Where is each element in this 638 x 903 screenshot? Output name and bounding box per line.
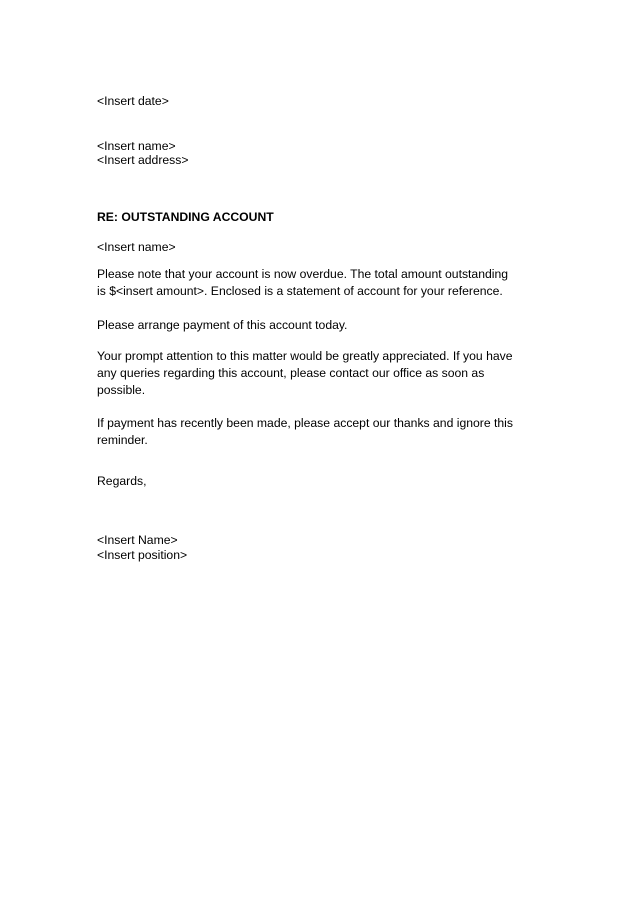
paragraph-1-line-1: Please note that your account is now overdue. The total amount outstanding	[97, 267, 509, 281]
paragraph-4-line-2: reminder.	[97, 433, 148, 447]
paragraph-3-line-3: possible.	[97, 383, 146, 397]
paragraph-1-line-2: is $<insert amount>. Enclosed is a statement of account for your reference.	[97, 284, 503, 298]
paragraph-4-line-1: If payment has recently been made, please accept our thanks and ignore this	[97, 416, 513, 430]
paragraph-3-line-2: any queries regarding this account, please contact our office as soon as	[97, 366, 485, 380]
closing: Regards,	[97, 474, 147, 488]
salutation: <Insert name>	[97, 240, 176, 254]
subject-line: RE: OUTSTANDING ACCOUNT	[97, 210, 274, 224]
sender-position: <Insert position>	[97, 548, 188, 562]
sender-name: <Insert Name>	[97, 533, 178, 547]
date-line: <Insert date>	[97, 94, 169, 108]
paragraph-3-line-1: Your prompt attention to this matter would be greatly appreciated. If you have	[97, 349, 513, 363]
paragraph-2: Please arrange payment of this account today.	[97, 318, 348, 332]
recipient-address: <Insert address>	[97, 153, 189, 167]
recipient-name: <Insert name>	[97, 139, 176, 153]
